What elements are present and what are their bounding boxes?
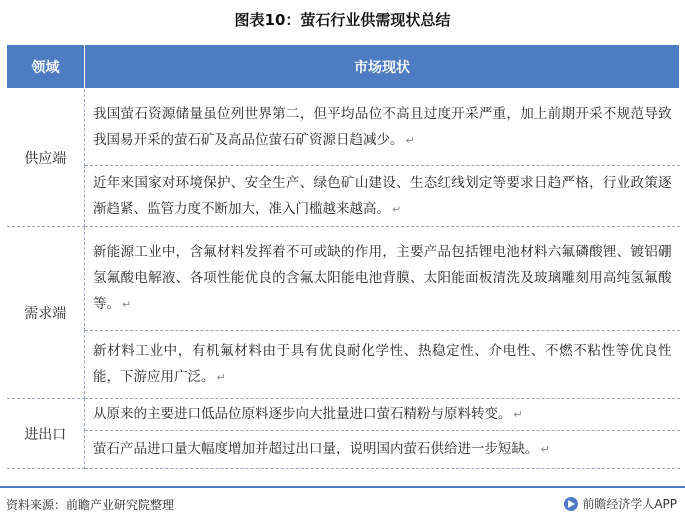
supply-demand-table	[6, 44, 680, 469]
table-row	[7, 431, 680, 469]
header-status: 市场现状	[85, 45, 680, 89]
status-text: 新材料工业中，有机氟材料由于具有优良耐化学性、热稳定性、介电性、不燃不粘性等优良性能，下游应用广泛。	[93, 343, 672, 385]
paragraph-mark-icon: ↵	[540, 443, 550, 456]
chart-title: 图表10：萤石行业供需现状总结	[234, 11, 451, 29]
status-text: 萤石产品进口量大幅度增加并超过出口量，说明国内萤石供给进一步短缺。	[93, 441, 539, 457]
paragraph-mark-icon: ↵	[405, 133, 415, 147]
status-cell	[85, 331, 680, 399]
source-note: 资料来源：前瞻产业研究院整理	[6, 498, 175, 512]
domain-supply: 供应端	[7, 89, 85, 227]
table-row	[7, 399, 680, 431]
brand-label: 前瞻经济学人APP	[582, 497, 677, 511]
paragraph-mark-icon: ↵	[122, 298, 132, 311]
brand	[564, 495, 677, 512]
paragraph-mark-icon: ↵	[216, 371, 226, 384]
status-cell	[85, 227, 680, 331]
table-row	[7, 331, 680, 399]
status-text: 从原来的主要进口低品位原料逐步向大批量进口萤石精粉与原料转变。	[93, 406, 512, 422]
status-cell	[85, 89, 680, 166]
status-cell	[85, 431, 680, 469]
status-cell	[85, 399, 680, 431]
footer	[0, 486, 685, 520]
status-text: 我国萤石资源储量虽位列世界第二，但平均品位不高且过度开采严重，加上前期开采不规范导致我国易开采的萤石矿及高品位萤石矿资源日趋减少。	[93, 105, 672, 148]
domain-trade: 进出口	[7, 399, 85, 469]
status-text: 近年来国家对环境保护、安全生产、绿色矿山建设、生态红线划定等要求日趋严格，行业政策逐渐趋紧、监管力度不断加大，准入门槛越来越高。	[93, 174, 672, 217]
table-row	[7, 227, 680, 331]
domain-demand: 需求端	[7, 227, 85, 399]
table-row	[7, 166, 680, 227]
brand-logo-icon	[564, 497, 578, 511]
table-row	[7, 89, 680, 166]
status-cell	[85, 166, 680, 227]
paragraph-mark-icon: ↵	[392, 202, 402, 216]
status-text: 新能源工业中，含氟材料发挥着不可或缺的作用，主要产品包括锂电池材料六氟磷酸锂、镀铝硼氢氟酸电解液、各项性能优良的含氟太阳能电池背膜、太阳能面板清洗及玻璃雕刻用高纯氢氟酸等。	[93, 244, 672, 312]
paragraph-mark-icon: ↵	[513, 408, 523, 421]
header-domain: 领域	[7, 45, 85, 89]
table-header-row	[7, 45, 680, 89]
